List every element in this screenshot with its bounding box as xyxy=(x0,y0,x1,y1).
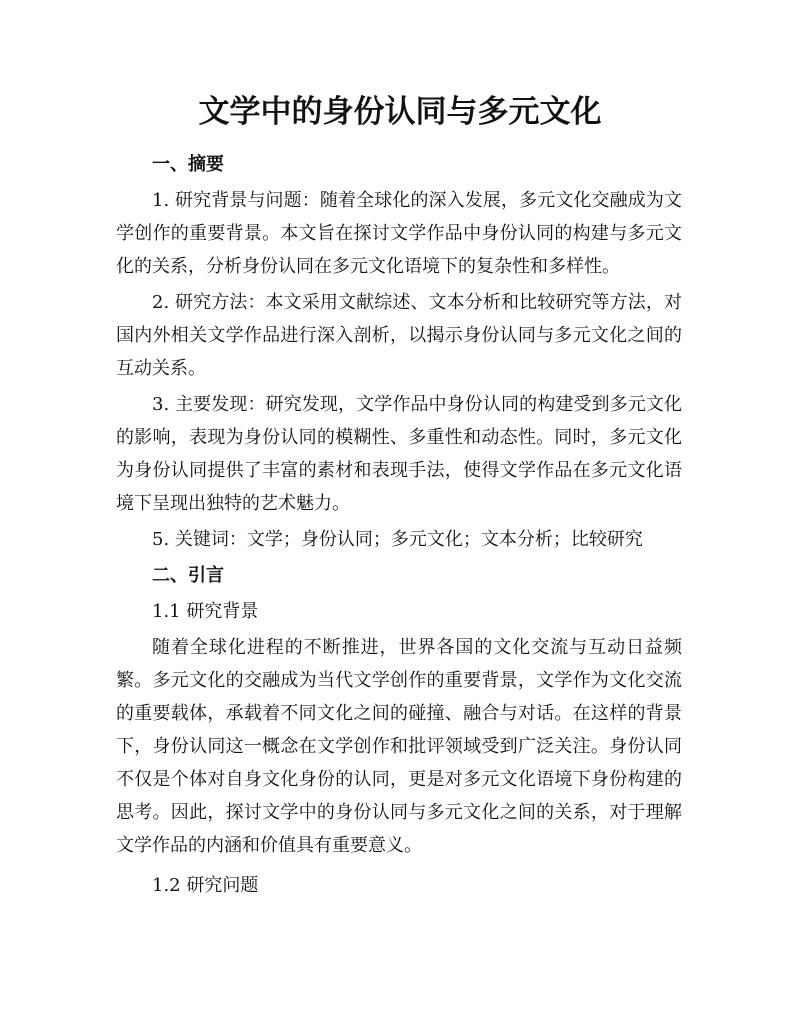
document-title: 文学中的身份认同与多元文化 xyxy=(198,94,602,130)
subsection-heading-questions: 1.2 研究问题 xyxy=(152,875,259,896)
document-body xyxy=(116,148,682,905)
subsection-heading-background: 1.1 研究背景 xyxy=(152,601,259,622)
section-heading-abstract: 一、摘要 xyxy=(152,154,224,175)
abstract-findings: 3. 主要发现：研究发现，文学作品中身份认同的构建受到多元文化的影响，表现为身份认同的模糊性、多重性和动态性。同时，多元文化为身份认同提供了丰富的素材和表现手法，使得文学作品在多元文化语境下呈现出独特的艺术魅力。 xyxy=(116,394,682,514)
intro-background-paragraph: 随着全球化进程的不断推进，世界各国的文化交流与互动日益频繁。多元文化的交融成为当代文学创作的重要背景，文学作为文化交流的重要载体，承载着不同文化之间的碰撞、融合与对话。在这样的背景下，身份认同这一概念在文学创作和批评领域受到广泛关注。身份认同不仅是个体对自身文化身份的认同，更是对多元文化语境下身份构建的思考。因此，探讨文学中的身份认同与多元文化之间的关系，对于理解文学作品的内涵和价值具有重要意义。 xyxy=(116,637,682,856)
abstract-keywords: 5. 关键词：文学；身份认同；多元文化；文本分析；比较研究 xyxy=(152,529,643,550)
abstract-method: 2. 研究方法：本文采用文献综述、文本分析和比较研究等方法，对国内外相关文学作品进行深入剖析，以揭示身份认同与多元文化之间的互动关系。 xyxy=(116,292,682,379)
section-heading-intro: 二、引言 xyxy=(152,565,224,586)
abstract-background: 1. 研究背景与问题：随着全球化的深入发展，多元文化交融成为文学创作的重要背景。本文旨在探讨文学作品中身份认同的构建与多元文化的关系，分析身份认同在多元文化语境下的复杂性和多样性。 xyxy=(116,190,682,277)
